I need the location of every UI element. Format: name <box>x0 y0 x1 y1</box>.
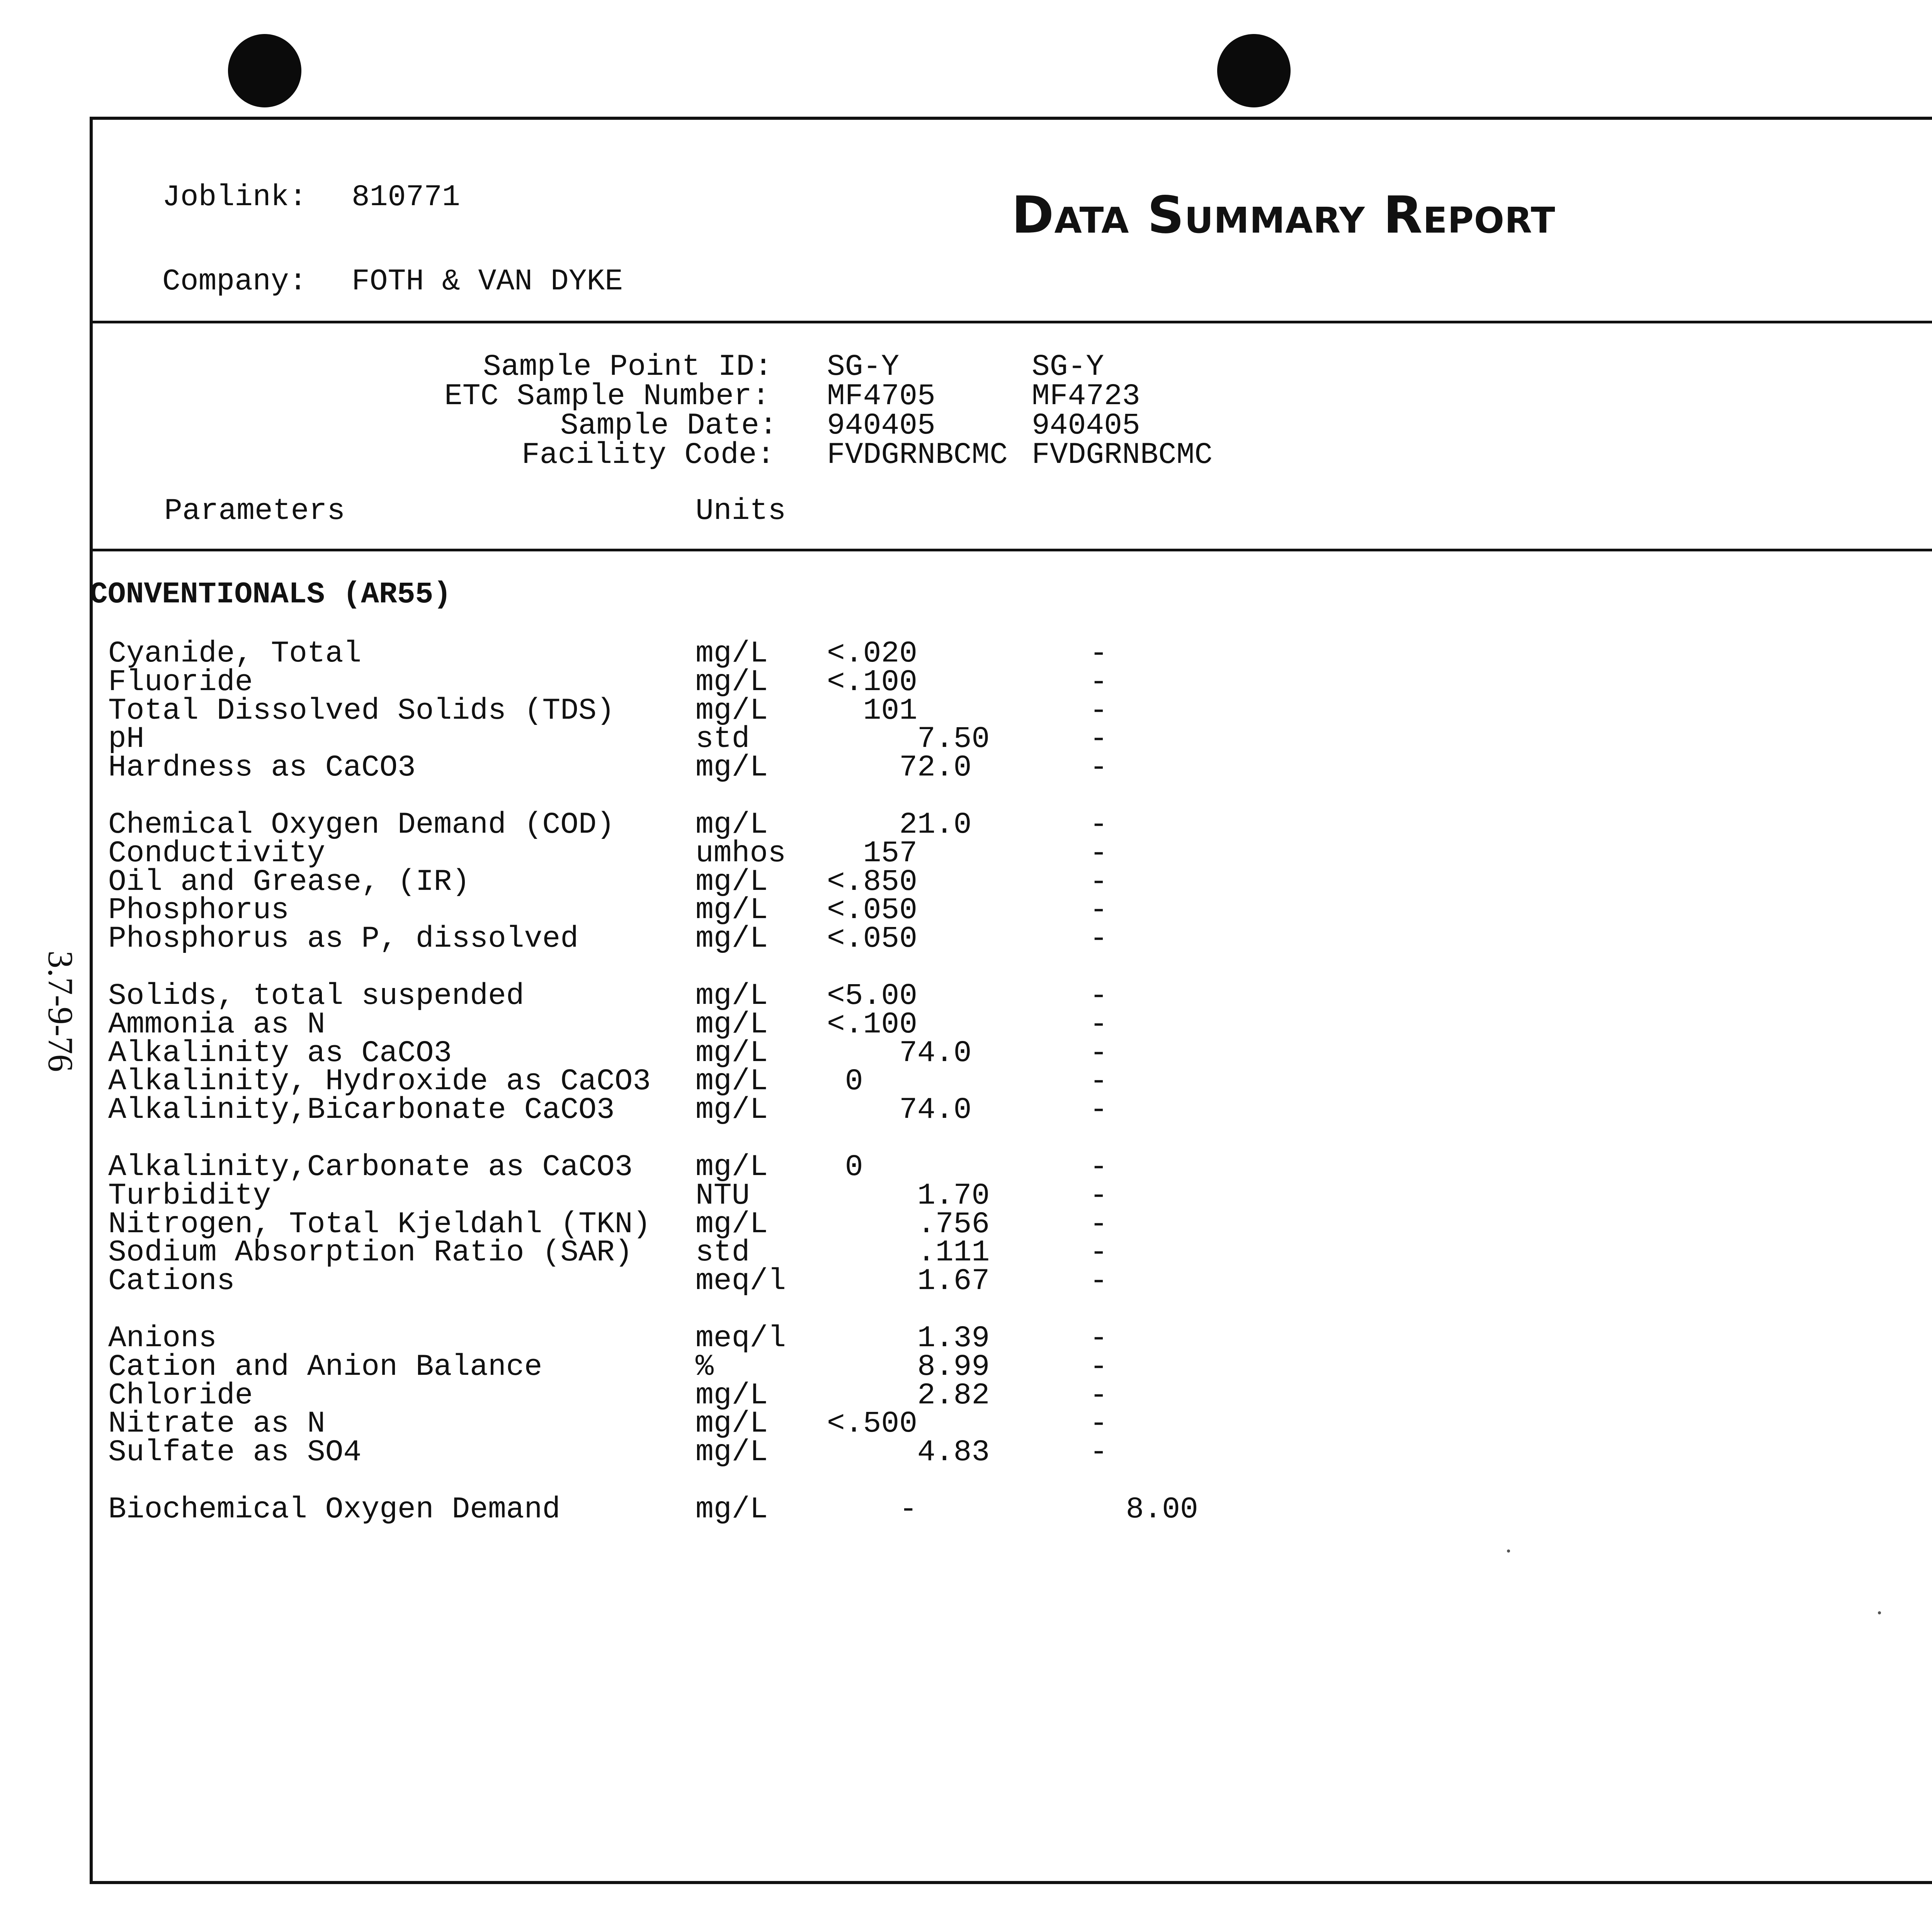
scan-speck <box>1878 1611 1881 1614</box>
value-sample-1: <.050 <box>827 893 918 927</box>
parameter-name: Chemical Oxygen Demand (COD) <box>108 808 615 842</box>
value-sample-1: 0 <box>827 1065 863 1099</box>
value-sample-1: <.850 <box>827 865 918 899</box>
unit: mg/L <box>696 1493 768 1527</box>
report-title: Data Summary Report <box>1012 185 1556 245</box>
value-sample-1: <5.00 <box>827 979 918 1013</box>
table-row <box>0 1093 1932 1127</box>
value-sample-1: 1.39 <box>827 1321 990 1355</box>
parameter-name: Cyanide, Total <box>108 637 362 671</box>
parameter-name: Ammonia as N <box>108 1008 325 1042</box>
joblink-label: Joblink: <box>162 180 307 214</box>
unit: mg/L <box>696 1435 768 1469</box>
table-row <box>0 865 1932 899</box>
value-sample-1: 1.70 <box>827 1179 990 1213</box>
unit: % <box>696 1350 714 1384</box>
value-sample-2: - <box>1090 1435 1108 1469</box>
parameter-name: Alkalinity,Carbonate as CaCO3 <box>108 1150 633 1184</box>
unit: mg/L <box>696 1407 768 1441</box>
parameter-name: Nitrate as N <box>108 1407 325 1441</box>
table-row <box>0 837 1932 871</box>
value-sample-1: 21.0 <box>827 808 972 842</box>
parameter-name: Alkalinity, Hydroxide as CaCO3 <box>108 1065 651 1099</box>
table-row <box>0 979 1932 1013</box>
parameter-name: Oil and Grease, (IR) <box>108 865 470 899</box>
parameter-name: Phosphorus <box>108 893 289 927</box>
value-sample-2: 8.00 <box>1090 1493 1198 1527</box>
unit: mg/L <box>696 1379 768 1413</box>
value-sample-2: - <box>1090 1065 1108 1099</box>
value-sample-2: - <box>1090 1179 1108 1213</box>
table-row <box>0 1321 1932 1355</box>
parameter-name: Anions <box>108 1321 217 1355</box>
facility-2: FVDGRNBCMC <box>1032 438 1213 472</box>
value-sample-1: 74.0 <box>827 1093 972 1127</box>
unit: std <box>696 722 750 756</box>
etc-number-1: MF4705 <box>827 379 935 413</box>
unit: mg/L <box>696 922 768 956</box>
value-sample-2: - <box>1090 1236 1108 1270</box>
company-label: Company: <box>162 265 307 299</box>
value-sample-2: - <box>1090 1407 1108 1441</box>
punch-hole-center <box>1217 34 1291 107</box>
sample-date-1: 940405 <box>827 409 935 443</box>
value-sample-1: 7.50 <box>827 722 990 756</box>
parameter-name: Phosphorus as P, dissolved <box>108 922 578 956</box>
parameter-name: Sulfate as SO4 <box>108 1435 362 1469</box>
table-row <box>0 665 1932 699</box>
value-sample-2: - <box>1090 637 1108 671</box>
value-sample-1: <.020 <box>827 637 918 671</box>
parameter-name: Total Dissolved Solids (TDS) <box>108 694 615 728</box>
value-sample-1: 72.0 <box>827 751 972 785</box>
unit: mg/L <box>696 1150 768 1184</box>
parameter-name: Alkalinity as CaCO3 <box>108 1036 452 1070</box>
value-sample-2: - <box>1090 1036 1108 1070</box>
value-sample-1: 157 <box>827 837 918 871</box>
unit: mg/L <box>696 1036 768 1070</box>
value-sample-2: - <box>1090 1379 1108 1413</box>
unit: mg/L <box>696 1093 768 1127</box>
unit: NTU <box>696 1179 750 1213</box>
facility-1: FVDGRNBCMC <box>827 438 1008 472</box>
parameter-name: Conductivity <box>108 837 325 871</box>
parameters-header: Parameters <box>164 494 345 528</box>
value-sample-2: - <box>1090 893 1108 927</box>
value-sample-2: - <box>1090 722 1108 756</box>
company-value: FOTH & VAN DYKE <box>352 265 623 299</box>
table-row <box>0 1208 1932 1242</box>
table-row <box>0 1065 1932 1099</box>
value-sample-1: <.100 <box>827 665 918 699</box>
parameter-name: Biochemical Oxygen Demand <box>108 1493 561 1527</box>
parameter-name: pH <box>108 722 145 756</box>
parameter-name: Chloride <box>108 1379 253 1413</box>
punch-hole-left <box>228 34 301 107</box>
unit: mg/L <box>696 1008 768 1042</box>
unit: mg/L <box>696 979 768 1013</box>
units-header: Units <box>696 494 786 528</box>
unit: mg/L <box>696 893 768 927</box>
table-row <box>0 637 1932 671</box>
value-sample-2: - <box>1090 1093 1108 1127</box>
parameter-name: Sodium Absorption Ratio (SAR) <box>108 1236 633 1270</box>
value-sample-1: 8.99 <box>827 1350 990 1384</box>
unit: umhos <box>696 837 786 871</box>
parameter-name: Alkalinity,Bicarbonate CaCO3 <box>108 1093 615 1127</box>
facility-label: Facility Code: <box>522 438 775 472</box>
parameter-name: Hardness as CaCO3 <box>108 751 416 785</box>
scan-speck <box>1507 1549 1510 1553</box>
unit: std <box>696 1236 750 1270</box>
unit: meq/l <box>696 1264 786 1298</box>
etc-number-2: MF4723 <box>1032 379 1140 413</box>
joblink-value: 810771 <box>352 180 460 214</box>
table-row <box>0 1236 1932 1270</box>
parameter-name: Solids, total suspended <box>108 979 524 1013</box>
value-sample-1: 74.0 <box>827 1036 972 1070</box>
value-sample-1: .756 <box>827 1208 990 1242</box>
value-sample-1: - <box>827 1493 918 1527</box>
value-sample-2: - <box>1090 865 1108 899</box>
value-sample-1: <.100 <box>827 1008 918 1042</box>
value-sample-1: <.500 <box>827 1407 918 1441</box>
value-sample-1: <.050 <box>827 922 918 956</box>
value-sample-2: - <box>1090 1208 1108 1242</box>
sample-point-2: SG-Y <box>1032 350 1104 384</box>
parameter-name: Nitrogen, Total Kjeldahl (TKN) <box>108 1208 651 1242</box>
table-row <box>0 1407 1932 1441</box>
table-row <box>0 1379 1932 1413</box>
unit: mg/L <box>696 665 768 699</box>
table-row <box>0 722 1932 756</box>
unit: mg/L <box>696 694 768 728</box>
etc-number-label: ETC Sample Number: <box>444 379 770 413</box>
header-divider <box>90 321 1932 323</box>
table-row <box>0 922 1932 956</box>
value-sample-1: 4.83 <box>827 1435 990 1469</box>
table-row <box>0 1493 1932 1527</box>
value-sample-2: - <box>1090 1264 1108 1298</box>
value-sample-2: - <box>1090 665 1108 699</box>
value-sample-1: 101 <box>827 694 918 728</box>
value-sample-2: - <box>1090 1350 1108 1384</box>
parameter-name: Cations <box>108 1264 235 1298</box>
value-sample-2: - <box>1090 979 1108 1013</box>
unit: mg/L <box>696 1065 768 1099</box>
table-row <box>0 694 1932 728</box>
value-sample-2: - <box>1090 1321 1108 1355</box>
table-row <box>0 1350 1932 1384</box>
side-handwritten-note: 3.7-9-76 <box>41 951 80 1072</box>
sample-date-label: Sample Date: <box>560 409 777 443</box>
unit: mg/L <box>696 808 768 842</box>
section-title: CONVENTIONALS (AR55) <box>90 578 452 612</box>
table-row <box>0 1150 1932 1184</box>
parameter-name: Fluoride <box>108 665 253 699</box>
sample-point-1: SG-Y <box>827 350 900 384</box>
table-row <box>0 893 1932 927</box>
value-sample-2: - <box>1090 751 1108 785</box>
unit: mg/L <box>696 865 768 899</box>
sample-date-2: 940405 <box>1032 409 1140 443</box>
value-sample-2: - <box>1090 922 1108 956</box>
value-sample-1: .111 <box>827 1236 990 1270</box>
value-sample-2: - <box>1090 837 1108 871</box>
unit: mg/L <box>696 751 768 785</box>
parameter-name: Cation and Anion Balance <box>108 1350 543 1384</box>
sample-point-label: Sample Point ID: <box>483 350 772 384</box>
unit: mg/L <box>696 637 768 671</box>
value-sample-1: 2.82 <box>827 1379 990 1413</box>
value-sample-1: 0 <box>827 1150 863 1184</box>
unit: meq/l <box>696 1321 786 1355</box>
value-sample-2: - <box>1090 1008 1108 1042</box>
unit: mg/L <box>696 1208 768 1242</box>
value-sample-2: - <box>1090 808 1108 842</box>
value-sample-2: - <box>1090 1150 1108 1184</box>
value-sample-1: 1.67 <box>827 1264 990 1298</box>
table-row <box>0 808 1932 842</box>
parameter-name: Turbidity <box>108 1179 271 1213</box>
table-row <box>0 1264 1932 1298</box>
table-row <box>0 751 1932 785</box>
table-row <box>0 1036 1932 1070</box>
table-row <box>0 1179 1932 1213</box>
value-sample-2: - <box>1090 694 1108 728</box>
column-header-divider <box>90 549 1932 551</box>
table-row <box>0 1435 1932 1469</box>
table-row <box>0 1008 1932 1042</box>
